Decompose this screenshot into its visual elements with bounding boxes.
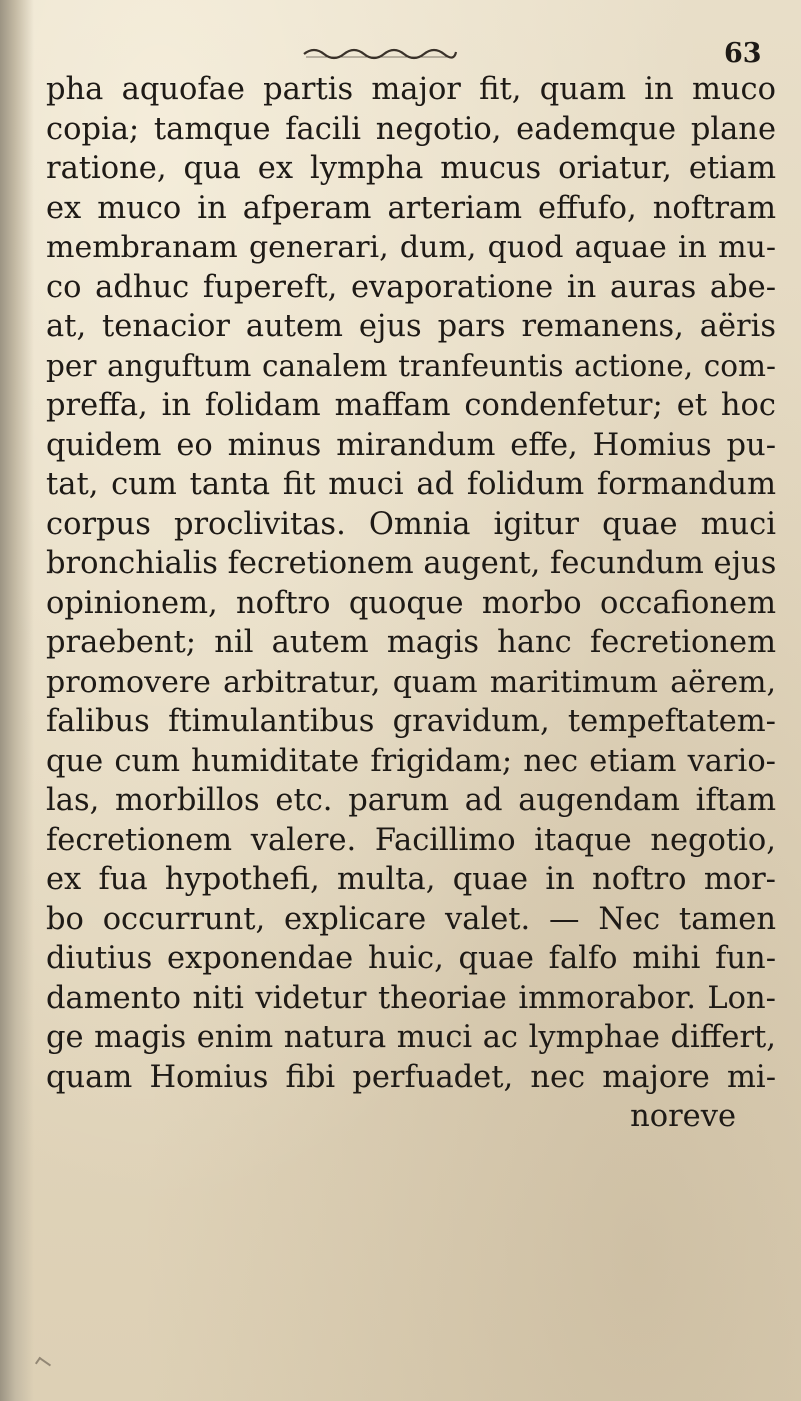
text-line: noreve bbox=[630, 1099, 736, 1134]
text-line: tat, cum tanta fit muci ad folidum formandum bbox=[46, 467, 776, 502]
text-line: pha aquofae partis major fit, quam in muco bbox=[46, 72, 776, 107]
text-line: opinionem, noftro quoque morbo occafionem bbox=[46, 585, 776, 621]
text-line: ex fua hypothefi, multa, quae in noftro mor- bbox=[46, 862, 776, 897]
text-line: diutius exponendae huic, quae falfo mihi fun- bbox=[46, 941, 776, 976]
text-line: ratione, qua ex lympha mucus oriatur, etiam bbox=[46, 151, 776, 186]
text-line: preffa, in folidam maffam condenfetur; et hoc bbox=[46, 388, 776, 423]
binding-gutter bbox=[0, 0, 34, 1401]
text-line: quam Homius fibi perfuadet, nec majore mi- bbox=[46, 1059, 776, 1095]
text-line: quidem eo minus mirandum effe, Homius pu- bbox=[46, 427, 776, 463]
text-line: copia; tamque facili negotio, eademque plane bbox=[46, 111, 776, 147]
text-line: co adhuc fupereft, evaporatione in auras abe- bbox=[46, 269, 776, 305]
text-line: per anguftum canalem tranfeuntis actione, com- bbox=[46, 348, 776, 383]
ornament-svg bbox=[300, 44, 460, 60]
text-line: bronchialis fecretionem augent, fecundum ejus bbox=[46, 546, 776, 581]
page-number: 63 bbox=[724, 38, 762, 69]
text-line: falibus ftimulantibus gravidum, tempeftatem- bbox=[46, 704, 776, 739]
text-line: membranam generari, dum, quod aquae in mu- bbox=[46, 230, 776, 265]
text-line: ex muco in afperam arteriam effufo, noftram bbox=[46, 190, 776, 226]
text-line: que cum humiditate frigidam; nec etiam vario- bbox=[46, 743, 776, 779]
text-line: bo occurrunt, explicare valet. — Nec tamen bbox=[46, 901, 776, 937]
text-line: corpus proclivitas. Omnia igitur quae muci bbox=[46, 506, 776, 542]
text-line: fecretionem valere. Facillimo itaque negotio, bbox=[46, 822, 776, 858]
printer-mark bbox=[35, 1357, 51, 1372]
body-text bbox=[46, 70, 776, 1137]
running-head-ornament-icon bbox=[300, 44, 460, 60]
text-line: at, tenacior autem ejus pars remanens, aëris bbox=[46, 309, 776, 344]
text-line: las, morbillos etc. parum ad augendam iftam bbox=[46, 783, 776, 818]
text-line: ge magis enim natura muci ac lymphae differt, bbox=[46, 1020, 776, 1055]
text-line: praebent; nil autem magis hanc fecretionem bbox=[46, 625, 776, 660]
text-line: promovere arbitratur, quam maritimum aërem, bbox=[46, 664, 776, 700]
text-line: damento niti videtur theoriae immorabor. Lon- bbox=[46, 980, 776, 1016]
